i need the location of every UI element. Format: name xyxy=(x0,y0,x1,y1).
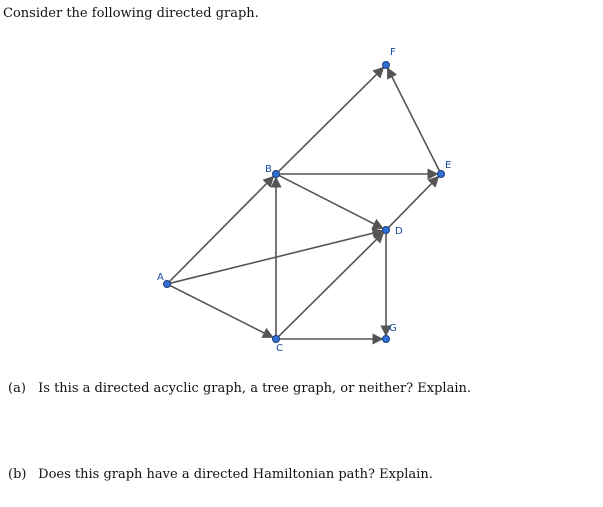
node-a xyxy=(164,281,171,288)
edge-b-d xyxy=(279,176,383,229)
node-g xyxy=(383,336,390,343)
node-d xyxy=(383,227,390,234)
edge-c-d xyxy=(278,232,383,336)
node-label-a: A xyxy=(157,272,164,283)
question-a-label: (a) xyxy=(8,381,26,396)
node-f xyxy=(383,62,390,69)
question-b-text: Does this graph have a directed Hamiltonian path? Explain. xyxy=(38,467,433,482)
question-a xyxy=(8,381,471,396)
question-b-label: (b) xyxy=(8,467,27,482)
edge-a-c xyxy=(170,286,273,338)
node-label-g: G xyxy=(389,323,397,334)
node-e xyxy=(438,171,445,178)
node-label-b: B xyxy=(265,164,272,175)
edge-e-f xyxy=(388,68,440,171)
edge-d-e xyxy=(388,176,438,227)
node-label-f: F xyxy=(390,47,396,58)
node-label-c: C xyxy=(276,343,283,354)
question-b xyxy=(8,467,433,482)
node-b xyxy=(273,171,280,178)
intro-text: Consider the following directed graph. xyxy=(3,6,259,21)
edge-a-b xyxy=(169,176,273,281)
node-label-e: E xyxy=(445,160,452,171)
node-label-d: D xyxy=(395,226,403,237)
node-c xyxy=(273,336,280,343)
question-a-text: Is this a directed acyclic graph, a tree graph, or neither? Explain. xyxy=(38,381,471,396)
edge-b-f xyxy=(278,67,383,171)
